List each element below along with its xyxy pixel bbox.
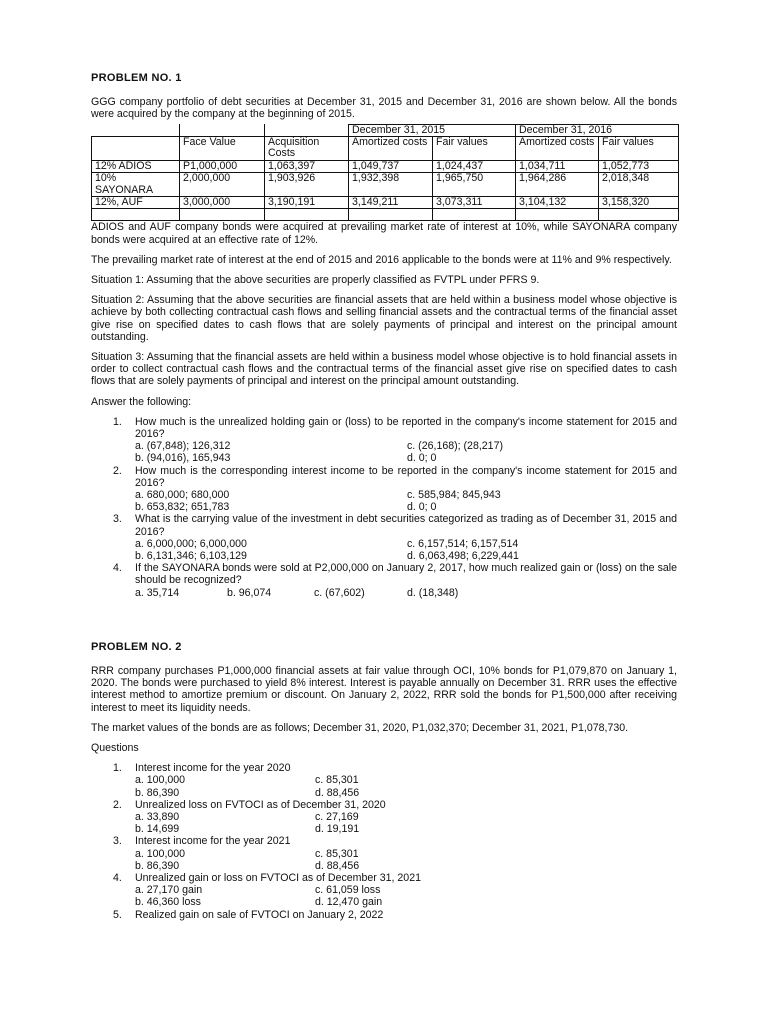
question-number: 3. xyxy=(113,835,122,848)
choice-b: b. 86,390 xyxy=(135,859,180,872)
choice-b: b. 14,699 xyxy=(135,823,180,836)
problem-2-title: PROBLEM NO. 2 xyxy=(91,640,182,653)
choice-a: a. 27,170 gain xyxy=(135,884,203,897)
question-item xyxy=(91,562,677,599)
document-content xyxy=(91,72,677,921)
choice-b: b. 6,131,346; 6,103,129 xyxy=(135,550,247,563)
table-header-cell: Amortized costs xyxy=(349,137,433,161)
table-cell xyxy=(433,209,516,221)
questions-label: Questions xyxy=(91,742,139,755)
table-group-header-row xyxy=(92,124,679,136)
answer-label: Answer the following: xyxy=(91,395,192,408)
choice-d: d. 6,063,498; 6,229,441 xyxy=(407,550,519,563)
question-number: 4. xyxy=(113,871,122,884)
table-cell: 3,073,311 xyxy=(433,197,516,209)
choice-c: c. (26,168); (28,217) xyxy=(407,440,503,453)
question-text: Unrealized gain or loss on FVTOCI as of December 31, 2021 xyxy=(135,871,421,884)
table-header-cell: Fair values xyxy=(433,137,516,161)
question-text: If the SAYONARA bonds were sold at P2,000,000 on January 2, 2017, how much realized gain or (loss) on the sale should be recognized? xyxy=(135,562,677,587)
choice-c: c. 85,301 xyxy=(315,847,359,860)
table-blank-cell xyxy=(180,124,265,136)
table-cell: 3,158,320 xyxy=(599,197,679,209)
table-cell: 3,149,211 xyxy=(349,197,433,209)
table-cell: 1,903,926 xyxy=(265,173,349,197)
situation-1: Situation 1: Assuming that the above securities are properly classified as FVTPL under PFRS 9. xyxy=(91,274,540,287)
choice-c: c. 61,059 loss xyxy=(315,884,381,897)
table-row xyxy=(92,173,679,197)
table-header-cell xyxy=(92,137,180,161)
question-number: 5. xyxy=(113,908,122,921)
choice-c: c. 6,157,514; 6,157,514 xyxy=(407,537,519,550)
choice-d: d. 0; 0 xyxy=(407,501,437,514)
table-cell xyxy=(516,209,599,221)
table-cell: 3,000,000 xyxy=(180,197,265,209)
question-item xyxy=(91,416,677,465)
choice-c: c. (67,602) xyxy=(314,586,365,599)
question-number: 1. xyxy=(113,762,122,775)
question-number: 1. xyxy=(113,415,122,428)
problem-1-title: PROBLEM NO. 1 xyxy=(91,72,182,84)
table-cell: 1,052,773 xyxy=(599,160,679,172)
table-header-cell: Amortized costs xyxy=(516,137,599,161)
table-header-cell: Acquisition Costs xyxy=(265,137,349,161)
question-item xyxy=(91,513,677,562)
choice-a: a. 100,000 xyxy=(135,847,186,860)
choice-d: d. 0; 0 xyxy=(407,452,437,465)
question-number: 4. xyxy=(113,562,122,575)
situation-3: Situation 3: Assuming that the financial assets are held within a business model whose objective is to hold financial assets in order to collect contractual cash flows and the contractual terms of the financial asset give rise on specified dates to cash flows that are solely payments of principal and interest on the principal amount outstanding. xyxy=(91,351,677,388)
table-cell xyxy=(180,209,265,221)
table-cell xyxy=(599,209,679,221)
question-number: 2. xyxy=(113,464,122,477)
choice-c: c. 85,301 xyxy=(315,774,359,787)
table-row xyxy=(92,160,679,172)
question-text: How much is the unrealized holding gain or (loss) to be reported in the company's income statement for 2015 and 2016? xyxy=(135,415,677,441)
choice-a: a. (67,848); 126,312 xyxy=(135,440,231,453)
choice-c: c. 27,169 xyxy=(315,811,359,824)
problem-1-para-rates-acquired: ADIOS and AUF company bonds were acquired at prevailing market rate of interest at 10%, while SAYONARA company bonds were acquired at an effective rate of 12%. xyxy=(91,221,677,246)
question-text: Interest income for the year 2021 xyxy=(135,835,291,848)
table-row-empty xyxy=(92,209,679,221)
table-cell: 12%, AUF xyxy=(92,197,180,209)
table-cell: 1,964,286 xyxy=(516,173,599,197)
question-number: 3. xyxy=(113,513,122,526)
table-cell xyxy=(92,209,180,221)
choice-d: d. 12,470 gain xyxy=(315,896,383,909)
choice-a: a. 680,000; 680,000 xyxy=(135,489,230,502)
question-item xyxy=(91,835,677,872)
question-text: How much is the corresponding interest income to be reported in the company's income statement for 2015 and 2016? xyxy=(135,464,677,489)
problem-1-questions xyxy=(91,416,677,599)
table-cell: 1,049,737 xyxy=(349,160,433,172)
choice-b: b. 96,074 xyxy=(227,586,272,599)
situation-2: Situation 2: Assuming that the above securities are financial assets that are held within a business model whose objective is achieve by both collecting contractual cash flows and selling financial assets and the contractual terms of the financial asset give rise on specified dates to cash flows that are solely payments of principal and interest on the principal amount outstanding. xyxy=(91,294,677,343)
table-cell xyxy=(349,209,433,221)
table-cell: 1,932,398 xyxy=(349,173,433,197)
table-header-row xyxy=(92,137,679,161)
table-header-cell: Face Value xyxy=(180,137,265,161)
choice-a: a. 33,890 xyxy=(135,811,180,824)
table-cell: 1,063,397 xyxy=(265,160,349,172)
table-cell: 3,190,191 xyxy=(265,197,349,209)
table-header-cell: Fair values xyxy=(599,137,679,161)
question-text: Realized gain on sale of FVTOCI on January 2, 2022 xyxy=(135,908,384,921)
table-cell: 2,000,000 xyxy=(180,173,265,197)
problem-1-intro: GGG company portfolio of debt securities at December 31, 2015 and December 31, 2016 are shown below. All the bonds were acquired by the company at the beginning of 2015. xyxy=(91,96,677,121)
table-cell: 3,104,132 xyxy=(516,197,599,209)
choice-a: a. 6,000,000; 6,000,000 xyxy=(135,537,247,550)
table-blank-cell xyxy=(265,124,349,136)
question-text: Unrealized loss on FVTOCI as of December 31, 2020 xyxy=(135,798,386,811)
question-item xyxy=(91,909,677,921)
securities-table xyxy=(91,124,679,222)
choice-a: a. 100,000 xyxy=(135,774,186,787)
table-cell xyxy=(265,209,349,221)
choice-c: c. 585,984; 845,943 xyxy=(407,489,501,502)
problem-1-para-rates-end: The prevailing market rate of interest at the end of 2015 and 2016 applicable to the bonds were at 11% and 9% respectively. xyxy=(91,253,672,266)
choice-d: d. (18,348) xyxy=(407,586,459,599)
question-text: Interest income for the year 2020 xyxy=(135,762,291,775)
choice-d: d. 88,456 xyxy=(315,786,360,799)
choice-b: b. 46,360 loss xyxy=(135,896,201,909)
question-item xyxy=(91,872,677,909)
question-item xyxy=(91,465,677,514)
table-cell: P1,000,000 xyxy=(180,160,265,172)
choice-a: a. 35,714 xyxy=(135,586,180,599)
problem-2-questions xyxy=(91,762,677,921)
question-item xyxy=(91,799,677,836)
table-cell: 1,024,437 xyxy=(433,160,516,172)
choice-b: b. (94,016), 165,943 xyxy=(135,452,231,465)
table-blank-cell xyxy=(92,124,180,136)
question-item xyxy=(91,762,677,799)
table-cell: 2,018,348 xyxy=(599,173,679,197)
table-cell: 12% ADIOS xyxy=(92,160,180,172)
choice-b: b. 653,832; 651,783 xyxy=(135,501,230,514)
question-number: 2. xyxy=(113,798,122,811)
group-header-2016: December 31, 2016 xyxy=(516,124,679,136)
problem-2-intro: RRR company purchases P1,000,000 financial assets at fair value through OCI, 10% bonds for P1,079,870 on January 1, 2020. The bonds were purchased to yield 8% interest. Interest is payable annually on December 31. RRR uses the effective interest method to amortize premium or discount. On January 2, 2022, RRR sold the bonds for P1,500,000 after receiving interest to meet its liquidity needs. xyxy=(91,665,677,714)
table-row xyxy=(92,197,679,209)
problem-2-market-values: The market values of the bonds are as follows; December 31, 2020, P1,032,370; December 31, 2021, P1,078,730. xyxy=(91,721,629,734)
choice-d: d. 19,191 xyxy=(315,823,360,836)
table-cell: 10% SAYONARA xyxy=(92,173,180,197)
question-text: What is the carrying value of the investment in debt securities categorized as trading as of December 31, 2015 and 2016? xyxy=(135,513,677,538)
table-cell: 1,965,750 xyxy=(433,173,516,197)
choice-b: b. 86,390 xyxy=(135,786,180,799)
group-header-2015: December 31, 2015 xyxy=(349,124,516,136)
table-cell: 1,034,711 xyxy=(516,160,599,172)
choice-d: d. 88,456 xyxy=(315,859,360,872)
